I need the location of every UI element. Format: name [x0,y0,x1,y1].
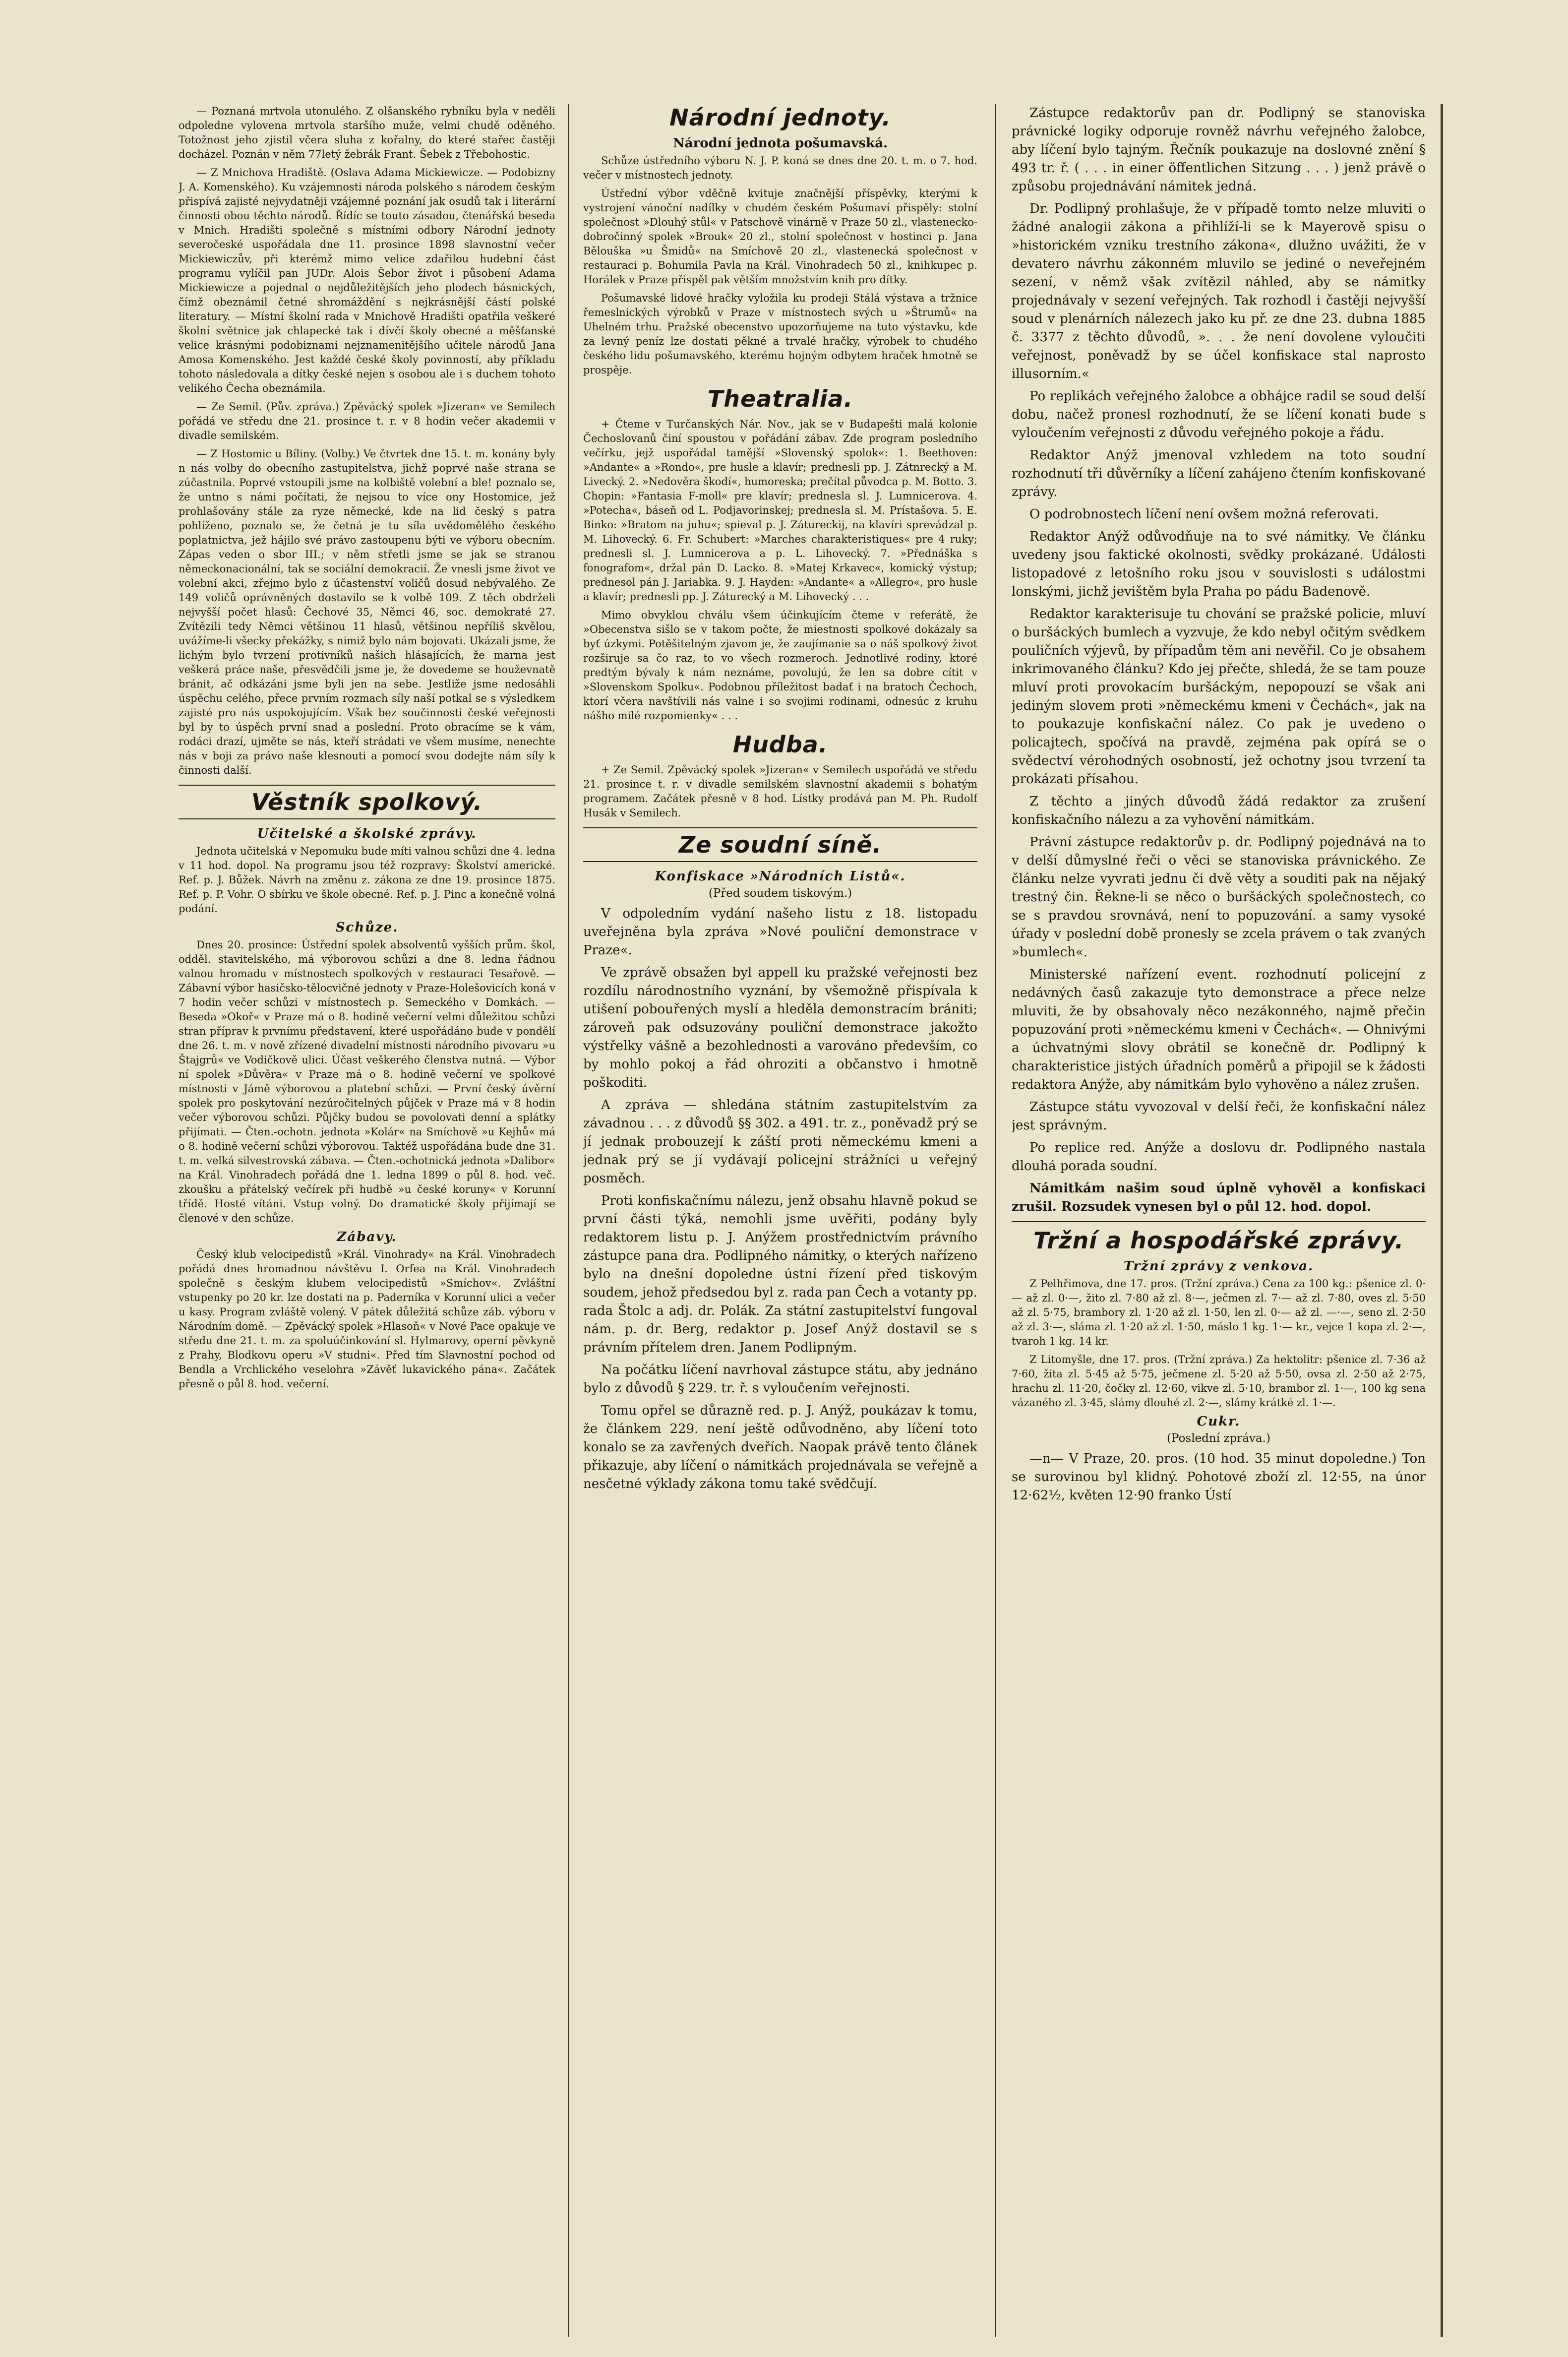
news-item: Ústřední výbor vděčně kvituje značnější příspěvky, kterými k vystrojení vánoční nadílky v chudém českém Pošumaví přispěly: stolní společnost »Dlouhý stůl« v Patschově vinárně v Praze 50 zl., vlastenecko-dobročinný spolek »Brouk« 20 zl., stolní společnost v hostinci p. Jana Bělouška »u Šmidů« na Smíchově 20 zl., vlastenecká společnost v restauraci p. Bohumila Pavla na Král. Vinohradech 50 zl., knihkupec p. Horálek v Praze přispěl pak větším množstvím knih pro dítky. [583,187,977,286]
column-1 [179,104,555,2337]
article-paragraph: Ministerské nařízení event. rozhodnutí policejní z nedávných časů zakazuje tyto demonstrace a přece nelze mluviti, že by obsahovaly něco nezákonného, najmě přečin popuzování proti »německému kmeni v Čechách«. — Ohnivými a úchvatnými slovy obrátil se konečně dr. Podlipný k charakteristice jistých úřadních poměrů a připojil se k žádosti redaktora Anýže, aby námitkám bylo vyhověno a nález zrušen. [1012,967,1426,1092]
article-paragraph: Tomu opřel se důrazně red. p. J. Anýž, poukázav k tomu, že článkem 229. není ještě odůvodněno, aby líčení toto konalo se za zavřených dveřích. Naopak právě tento článek přikazuje, aby líčení o námitkách projednávala se veřejně a nesčetné výklady zákona tomu také svědčují. [583,1403,977,1491]
news-item: Pošumavské lidové hračky vyložila ku prodeji Stálá výstava a tržnice řemeslnických výrobků v Praze v místnostech svých u »Štrumů« na Uhelném trhu. Pražské obecenstvo upozorňujeme na tuto výstavku, kde za levný peníz lze dostati pěkné a trvalé hračky, výrobek to chudého českého lidu pošumavského, kterému hojným odbytem hraček hmotně se prospěje. [583,292,977,376]
news-item: Schůze ústředního výboru N. J. P. koná se dnes dne 20. t. m. o 7. hod. večer v místnostech jednoty. [583,155,977,181]
article-paragraph: Na počátku líčení navrhoval zástupce státu, aby jednáno bylo z důvodů § 229. tr. ř. s vyloučením veřejnosti. [583,1363,977,1396]
section-title: Hudba. [732,731,828,758]
article-paragraph: Po replice red. Anýže a doslovu dr. Podlipného nastala dlouhá porada soudní. [1012,1140,1426,1174]
article-title: Konfiskace »Národních Listů«. [655,869,906,884]
article-paragraph: O podrobnostech líčení není ovšem možná referovati. [1029,507,1379,522]
subsection-title: Zábavy. [337,1230,397,1244]
article-paragraph: Námitkám našim soud úplně vyhověl a konfiskaci zrušil. Rozsudek vynesen byl o půl 12. hod. dopol. [1012,1181,1426,1214]
article-paragraph: Z těchto a jiných důvodů žádá redaktor za zrušení konfiskačního nálezu a za vyhovění námitkám. [1012,794,1426,827]
news-item: Mimo obvyklou chválu všem účinkujícím čteme v referátě, že »Obecenstva sišlo se v takom počte, že miestnosti spolkové dokázaly sa byť úzkymi. Potěšitelným zjavom je, že zaujímanie sa o náš spolkový život rozširuje sa čo raz, to vo všech rozmeroch. Jednotlivé rodiny, ktoré predtým bývaly k nám neznáme, povolujú, že len sa dobre cítit v »Slovenskom Spolku«. Podobnou příležitost badať i na bratoch Čechoch, ktorí včera navštívili nás valne i so svojimi rodinami, odnesúc z kruhu nášho milé rozpomienky« . . . [583,609,977,722]
section-divider [1012,1221,1426,1222]
subsection-subtitle: (Poslední zpráva.) [1167,1432,1270,1445]
news-item: + Čteme v Turčanských Nár. Nov., jak se v Budapešti malá kolonie Čechoslovanů činí spoustou v pořádání zábav. Zde program posledního večírku, jejž uspořádal tamější »Slovenský spolok«: 1. Beethoven: »Andante« a »Rondo«, pre husle a klavír; prednesli pp. J. Zátnrecký a M. Livecký. 2. »Nedověra škodí«, humoreska; prečítal původca p. M. Botto. 3. Chopin: »Fantasia F-moll« pre klavír; prednesla sl. J. Lumnicerova. 4. »Potecha«, báseň od L. Podjavorinskej; prednesla sl. M. Prístašova. 5. E. Binko: »Bratom na juhu«; spieval p. J. Zátureckij, na klavíri sprevádzal p. M. Lihovecký. 6. Fr. Schubert: »Marches charakteristiques« pre 4 ruky; prednesli sl. J. Lumnicerova a p. L. Lihovecký. 7. »Přednáška s fonografom«, držal pán D. Lacko. 8. »Matej Krkavec«, komický výstup; prednesol pán J. Jariabka. 9. J. Hayden: »Andante« a »Allegro«, pro husle a klavír; prednesli pp. J. Záturecký a M. Lihovecký . . . [583,418,977,603]
news-item: — Ze Semil. (Pův. zpráva.) Zpěvácký spolek »Jizeran« ve Semilech pořádá ve středu dne 21. prosince t. r. v 8 hodin večer akademii v divadle semilském. [179,401,555,441]
article-paragraph: V odpoledním vydání našeho listu z 18. listopadu uveřejněna byla zpráva »Nové pouliční demonstrace v Praze«. [583,906,977,958]
news-item: — Z Mnichova Hradiště. (Oslava Adama Mickiewicze. — Podobizny J. A. Komenského). Ku vzájemnosti národa polského s národem českým přispívá zajisté nejvydatněji vzájemné poznání jak osudů tak i literární činnosti obou těchto národů. Řídíc se touto zásadou, čtenářská beseda v Mnich. Hradišti společně s místními odbory Národní jednoty severočeské uspořádala dne 11. prosince 1898 slavnostní večer Mickiewiczův, při kterémž mimo velice zdařilou hudební část programu vylíčil pan JUDr. Alois Šebor život i působení Adama Mickiewicze a pojednal o nejdůležitějších jeho plodech básnických, čímž obeznámil četné shromáždění s nejkrásnější částí polské literatury. — Místní školní rada v Mnichově Hradišti opatřila veškeré školní světnice jak chlapecké tak i dívčí školy obecné a měšťanské velice krásnými podobiznami nejznamenitějšího učitele národů Jana Amosa Komenského. Jest každé české školy povinností, aby příkladu tohoto následovala a dítky české nejen s osobou ale i s duchem tohoto velikého Čecha obeznámila. [179,167,555,394]
article-paragraph: Zástupce státu vyvozoval v delší řeči, že konfiskační nález jest správným. [1012,1100,1426,1133]
section-title: Theatralia. [707,385,853,412]
article-paragraph: Redaktor Anýž odůvodňuje na to své námitky. Ve článku uvedeny jsou faktické okolnosti, svědky prokázané. Události listopadové z letošního roku jsou v souvislosti s událostmi lonskými, jichž jevištěm byla Praha po pádu Badenově. [1012,529,1426,599]
section-header-box [179,785,555,819]
market-report: Z Litomyšle, dne 17. pros. (Tržní zpráva.) Za hektolitr: pšenice zl. 7·36 až 7·60, žita zl. 5·45 až 5·75, ječmene zl. 5·20 až 5·50, ovsa zl. 2·50 až 2·75, hrachu zl. 11·20, čočky zl. 12·60, vikve zl. 5·10, brambor zl. 1·—, 100 kg sena vázaného zl. 3·45, slámy dlouhé zl. 2·—, slámy krátké zl. 1·—. [1012,1354,1426,1409]
column-divider [568,104,569,2337]
column-divider [995,104,996,2337]
column-3 [1012,104,1426,2337]
article-paragraph: Proti konfiskačnímu nálezu, jenž obsahu hlavně pokud se první části týká, nemohli jsme uvěřiti, podány byly redaktorem listu p. J. Anýžem prostřednictvím právního zástupce pana dra. Podlipného námitky, o kterých nařízeno bylo na dnešní dopoledne ústní řízení před tiskovým soudem, jehož předsedou byl z. rada pan Čech a votanty pp. rada Štolc a adj. dr. Polák. Za státní zastupitelství fungoval nám. p. dr. Berg, redaktor p. Josef Anýž dostavil se s právním přítelem dren. Janem Podlipným. [583,1193,977,1355]
subsection-title: Tržní zprávy z venkova. [1123,1259,1314,1274]
section-title: Národní jednoty. [669,104,891,131]
subsection-title: Učitelské a školské zprávy. [257,826,477,841]
article-paragraph: Dr. Podlipný prohlašuje, že v případě tomto nelze mluviti o žádné analogii zákona a přihlíží-li se k Mayerově spisu o »historickém vzniku trestního zákona«, dlužno uvážiti, že v devatero návrhu zákonném mluvilo se jediné o neveřejném sezení, v němž však zvítězil náhled, aby se námitky projednávaly v sezení veřejných. Tak rozhodl i častěji nejvyšší soud v plenárních nálezech jako ku př. ze dne 23. dubna 1885 č. 3377 z těchto důvodů, ». . . že není dovolene vyloučiti veřejnost, poněvadž by se účel konfiskace stal naprosto illusorním.« [1012,201,1426,381]
subsection-title: Schůze. [335,920,399,935]
article-paragraph: A zpráva — shledána státním zastupitelstvím za závadnou . . . z důvodů §§ 302. a 491. tr. z., poněvadž prý se jí jednak probouzejí k záští proti německému kmeni a jednak prý se jí vydávají policejní strážníci u veřejný posměch. [583,1098,977,1186]
news-item: Dnes 20. prosince: Ústřední spolek absolventů vyšších prům. škol, odděl. stavitelského, má výborovou schůzi a dne 8. ledna řádnou valnou hromadu v místnostech spolkových v restauraci Tesařově. — Zábavní výbor hasičsko-tělocvičné jednoty v Praze-Holešovicích koná v 7 hodin večer schůzi v místnostech p. Semeckého v Domkách. — Beseda »Okoř« v Praze má o 8. hodině večerní velmi důležitou schůzi stran příprav k prvnímu představení, které uspořádáno bude v pondělí dne 26. t. m. v nově zřízené divadelní místnosti národního pivovaru »u Štajgrů« ve Vodičkově ulici. Účast veškerého členstva nutná. — Výbor ní spolek »Důvěra« v Praze má o 8. hodině večerní ve spolkové místnosti v Jámě výborovou a platební schůzi. — První český úvěrní spolek pro poskytování nezúročitelných půjček v Praze má v 8 hodin večer výborovou schůzi. Půjčky budou se povolovati denní a splátky přijímati. — Čten.-ochotn. jednota »Kolár« na Smíchově »u Kejhů« má o 8. hodině večerní schůzi výborovou. Taktéž uspořádána bude dne 31. t. m. velká silvestrovská zábava. — Čten.-ochotnická jednota »Dalibor« na Král. Vinohradech pořádá dne 1. ledna 1899 o půl 8. hod. več. zkoušku a přátelský večírek při hudbě »u české koruny« v Korunní třídě. Hosté vítáni. Vstup volný. Do dramatické školy přijímají se členové v den schůze. [179,939,555,1224]
section-title: Ze soudní síně. [678,831,882,858]
article-paragraph: Ve zprávě obsažen byl appell ku pražské veřejnosti bez rozdílu národnostního vyznání, by všemožně přispívala k utišení pobouřených myslí a hleděla demonstracím brániti; zároveň pak odsuzovány pouliční demonstrace jakožto výstřelky vášně a bezohlednosti a varováno především, co by mohlo pokoj a řád ohroziti a občanstvo i hmotně poškoditi. [583,965,977,1090]
market-report: —n— V Praze, 20. pros. (10 hod. 35 minut dopoledne.) Ton se surovinou byl klidný. Pohotové zboží zl. 12·55, na únor 12·62½, květen 12·90 franko Ústí [1012,1451,1426,1503]
section-title: Věstník spolkový. [251,789,483,815]
article-paragraph: Redaktor Anýž jmenoval vzhledem na toto soudní rozhodnutí tři důvěrníky a líčení zahájeno čtením konfiskované zprávy. [1012,448,1426,499]
news-item: — Z Hostomic u Bíliny. (Volby.) Ve čtvrtek dne 15. t. m. konány byly n nás volby do obecního zastupitelstva, jichž poprvé naše strana se zúčastnila. Poprvé vstoupili jsme na kolbiště volební a ble! poznalo se, že untno s námi počítati, že nejsou to více ony Hostomice, jež prohlašovány stále za ryze německé, kde na lid český s patra pohlíženo, poznalo se, že četná je tu síla uvědomělého českého poplatnictva, jež hájilo své právo zastoupenu býti ve výboru obecním. Zápas veden o sbor III.; v něm střetli jsme se jak se stranou německonacionální, tak se sociální demokracií. Že vnesli jsme život ve volební akci, zřejmo bylo z účastenství voličů dosud nebývalého. Ze 149 voličů oprávněných dostavilo se k volbě 109. Z těch obdrželi nejvyšší počet hlasů: Čechové 35, Němci 46, soc. demokraté 27. Zvítězili tedy Němci většinou 11 hlasů, většinou nepříliš skvělou, uvážíme-li všecky překážky, s nimiž bylo nám bojovati. Ukázali jsme, že lichým bylo tvrzení protivníků našich hlásajících, že marna jest veškerá práce naše, přesvědčili jsme je, že dovedeme se houževnatě bránit, ač odkázáni jsme byli jen na sebe. Jestliže jsme nedosáhli úspěchu celého, přece prvním rozmach síly naší potkal se s výsledkem zajisté pro nás uspokojujícím. Však bez součinnosti české veřejnosti byl by to úspěch první snad a poslední. Proto obracíme se k vám, rodáci drazí, ujměte se nás, kteří strádati ve všem musíme, nenechte nás v boji za právo naše klesnouti a pomocí svou dodejte nám síly k činnosti další. [179,448,555,776]
article-subtitle: (Před soudem tiskovým.) [708,887,852,900]
page-edge-rule [1441,104,1443,2337]
section-header-box [583,827,977,862]
subsection-title: Cukr. [1197,1414,1241,1429]
subsection-title: Národní jednota pošumavská. [672,136,888,151]
section-title: Tržní a hospodářské zprávy. [1033,1227,1404,1254]
news-item: Český klub velocipedistů »Král. Vinohrady« na Král. Vinohradech pořádá dnes hromadnou návštěvu I. Orfea na Král. Vinohradech společně s českým klubem velocipedistů »Smíchov«. Zvláštní vstupenky po 20 kr. lze dostati na p. Paderníka v Korunní ulici a večer u kasy. Program zvláště volený. V pátek důležitá schůze záb. výboru v Národním domě. — Zpěvácký spolek »Hlasoň« v Nové Pace opakuje ve středu dne 21. t. m. za spoluúčinkování sl. Hylmarovy, operní pěvkyně z Prahy, Blodkovu operu »V studni«. Před tím Slavnostní pochod od Bendla a Vrchlického veselohra »Závěť lukavického pána«. Začátek přesně o půl 8. hod. večerní. [179,1248,555,1390]
article-paragraph: Zástupce redaktorův pan dr. Podlipný se stanoviska právnické logiky odporuje rovněž návrhu veřejného žalobce, aby líčení bylo tajným. Řečník poukazuje na doslovné znění § 493 tr. ř. ( . . . in einer öffentlichen Sitzung . . . ) jenž právě o způsobu projednávání námitek jedná. [1012,106,1426,194]
article-paragraph: Redaktor karakterisuje tu chování se pražské policie, mluví o buršáckých bumlech a vyzvuje, že kdo nebyl očitým svědkem pouličních výjevů, by případům těm ani nevěřil. Co je obsahem inkrimovaného článku? Kdo jej přečte, shledá, že se tam pouze mluví proti provokacím buršáckým, nepopouzí se však ani jediným slovem proti »německému kmeni v Čechách«, jak na to poukazuje konfiskační nález. Co pak je uvedeno o policajtech, spočívá na pravdě, zejména pak opírá se o svědectví vérohodných osobností, jež ochotny jsou tvrzení ta prokázati přísahou. [1012,607,1426,787]
news-item: Jednota učitelská v Nepomuku bude míti valnou schůzi dne 4. ledna v 11 hod. dopol. Na programu jsou též rozpravy: Školství americké. Ref. p. J. Bůžek. Návrh na změnu z. zákona ze dne 19. prosince 1875. Ref. p. P. Vohr. O sbírku ve škole obecné. Ref. p. J. Pinc a konečně volná podání. [179,845,555,915]
article-paragraph: Právní zástupce redaktorův p. dr. Podlipný pojednává na to v delší důmyslné řeči o věci se stanoviska právnického. Ze článku nelze vyvrati jednu či dvě věty a souditi pak na nějaký trestný čin. Řekne-li se něco o buršáckých společnostech, co se s pravdou srovnává, není to popuzování. a samy vysoké úřady v poslední době pronesly se zcela právem o tak zvaných »bumlech«. [1012,835,1426,960]
news-item: — Poznaná mrtvola utonulého. Z olšanského rybníku byla v neděli odpoledne vylovena mrtvola staršího muže, velmi chudě oděného. Totožnost jeho zjistil včera sluha z kořalny, do které stařec častěji docházel. Poznán v něm 77letý žebrák Frant. Šebek z Třebohostic. [179,105,555,160]
column-2 [583,104,977,2337]
news-item: + Ze Semil. Zpěvácký spolek »Jizeran« v Semilech uspořádá ve středu 21. prosince t. r. v divadle semilském slavnostní akademii s bohatým programem. Začátek přesně v 8 hod. Lístky prodává pan M. Ph. Rudolf Husák v Semilech. [583,764,977,819]
article-paragraph: Po replikách veřejného žalobce a obhájce radil se soud delší dobu, načež pronesl rozhodnutí, že se líčení konati bude s vyloučením veřejnosti z důvodu veřejného pokoje a řádu. [1012,389,1426,440]
market-report: Z Pelhřimova, dne 17. pros. (Tržní zpráva.) Cena za 100 kg.: pšenice zl. 0·— až zl. 0·—, žito zl. 7·80 až zl. 8·—, ječmen zl. 7·— až zl. 7·80, oves zl. 5·50 až zl. 5·75, brambory zl. 1·20 až zl. 1·50, len zl. 0·— až zl. —·—, seno zl. 2·50 až zl. 3·—, sláma zl. 1·20 až zl. 1·50, máslo 1 kg. 1·— kr., vejce 1 kopa zl. 2·—, tvaroh 1 kg. 14 kr. [1012,1278,1426,1347]
